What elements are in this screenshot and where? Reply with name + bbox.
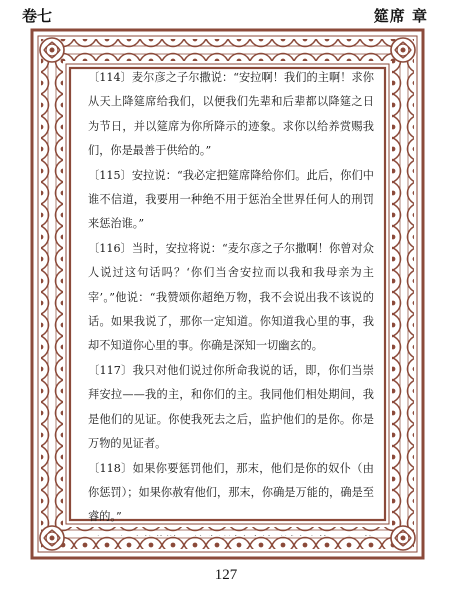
page-number: 127 [214, 567, 238, 583]
verse-116: 〔116〕当时，安拉将说：“麦尔彦之子尔撒啊！你曾对众人说过这句话吗？‘你们当舍安拉而以我和我母亲为主宰’。”他说：“我赞颂你超绝万物，我不会说出我不该说的话。如果我说了，那你一定知道。你知道我心里的事，我却不知道你心里的事。你确是深知一切幽玄的。 [88, 241, 374, 353]
chapter-label: 卷七 [22, 7, 53, 25]
verse-118: 〔118〕如果你要惩罚他们，那末，他们是你的奴仆（由你惩罚）；如果你赦宥他们，那末，你确是万能的，确是至睿的。” [88, 461, 374, 524]
verse-117: 〔117〕我只对他们说过你所命我说的话，即，你们当崇拜安拉——我的主，和你们的主。我同他们相处期间，我是他们的见证。你使我死去之后，监护他们的是你。你是万物的见证者。 [88, 363, 374, 451]
verse-115: 〔115〕安拉说：“我必定把筵席降给你们。此后，你们中谁不信道，我要用一种绝不用于惩治全世界任何人的刑罚来惩治谁。” [88, 168, 374, 231]
verse-119 [88, 530, 374, 536]
chapter-title: 筵席 章 [373, 7, 428, 25]
verse-text-block [88, 66, 374, 536]
verse-114: 〔114〕麦尔彦之子尔撒说：“安拉啊！我们的主啊！求你从天上降筵席给我们，以便我们先辈和后辈都以降筵之日为节日，并以筵席为你所降示的迹象。求你以给养赏赐我们，你是最善于供给的。” [88, 71, 374, 158]
